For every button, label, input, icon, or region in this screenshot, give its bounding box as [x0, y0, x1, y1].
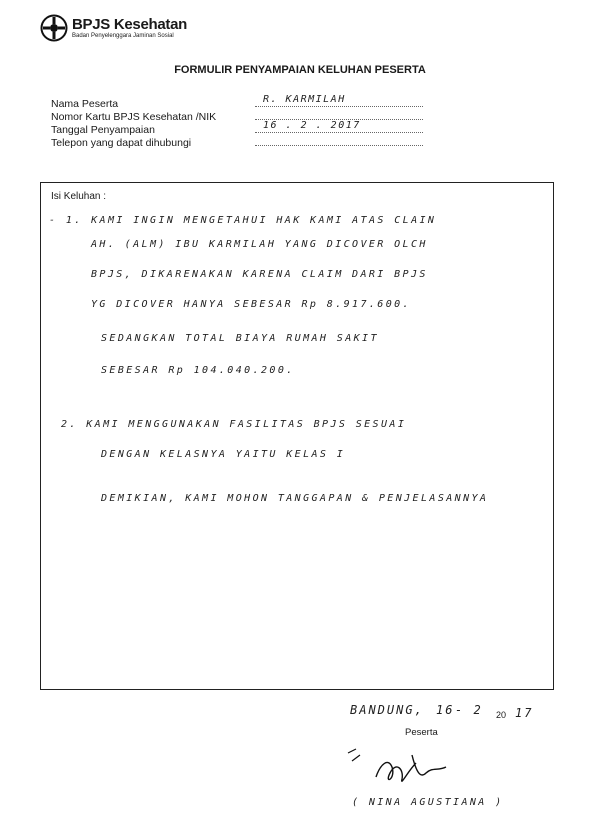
- form-title: FORMULIR PENYAMPAIAN KELUHAN PESERTA: [174, 64, 426, 76]
- footer-role: Peserta: [405, 727, 438, 738]
- signer-name: ( NINA AGUSTIANA ): [352, 797, 504, 808]
- complaint-label: Isi Keluhan :: [51, 191, 107, 202]
- complaint-line: - 1. KAMI INGIN MENGETAHUI HAK KAMI ATAS CLAIN: [49, 215, 437, 226]
- bpjs-logo: [40, 14, 187, 42]
- signature-icon: [346, 745, 456, 795]
- complaint-line: BPJS, DIKARENAKAN KARENA CLAIM DARI BPJS: [91, 269, 428, 280]
- logo-name: BPJS Kesehatan: [72, 15, 188, 33]
- bpjs-logo-icon: [40, 14, 68, 42]
- footer-day: 16: [436, 703, 455, 717]
- footer-year-handwritten: 17: [515, 706, 534, 720]
- complaint-line: SEDANGKAN TOTAL BIAYA RUMAH SAKIT: [101, 333, 379, 344]
- footer-place: BANDUNG,: [350, 703, 424, 717]
- footer-month: - 2: [455, 703, 483, 717]
- logo-subtitle: Badan Penyelenggara Jaminan Sosial: [72, 32, 174, 39]
- complaint-line: DENGAN KELASNYA YAITU KELAS I: [101, 449, 346, 460]
- tanggal-penyampaian-field[interactable]: 16 . 2 . 2017: [255, 120, 423, 133]
- field-label-tanggal: Tanggal Penyampaian: [51, 124, 155, 136]
- complaint-box[interactable]: [40, 182, 554, 690]
- complaint-line: YG DICOVER HANYA SEBESAR Rp 8.917.600.: [91, 299, 411, 310]
- field-label-nomor-kartu: Nomor Kartu BPJS Kesehatan /NIK: [51, 111, 217, 123]
- field-label-nama: Nama Peserta: [51, 98, 119, 110]
- telepon-field[interactable]: [255, 133, 423, 146]
- field-label-telepon: Telepon yang dapat dihubungi: [51, 137, 192, 149]
- complaint-line: DEMIKIAN, KAMI MOHON TANGGAPAN & PENJELASANNYA: [101, 493, 489, 504]
- footer-year-printed: 20: [496, 710, 507, 720]
- nama-peserta-field[interactable]: R. KARMILAH: [255, 94, 423, 107]
- complaint-line: SEBESAR Rp 104.040.200.: [101, 365, 295, 376]
- nomor-kartu-field[interactable]: [255, 107, 423, 120]
- complaint-line: AH. (ALM) IBU KARMILAH YANG DICOVER OLCH: [91, 239, 428, 250]
- complaint-line: 2. KAMI MENGGUNAKAN FASILITAS BPJS SESUAI: [61, 419, 407, 430]
